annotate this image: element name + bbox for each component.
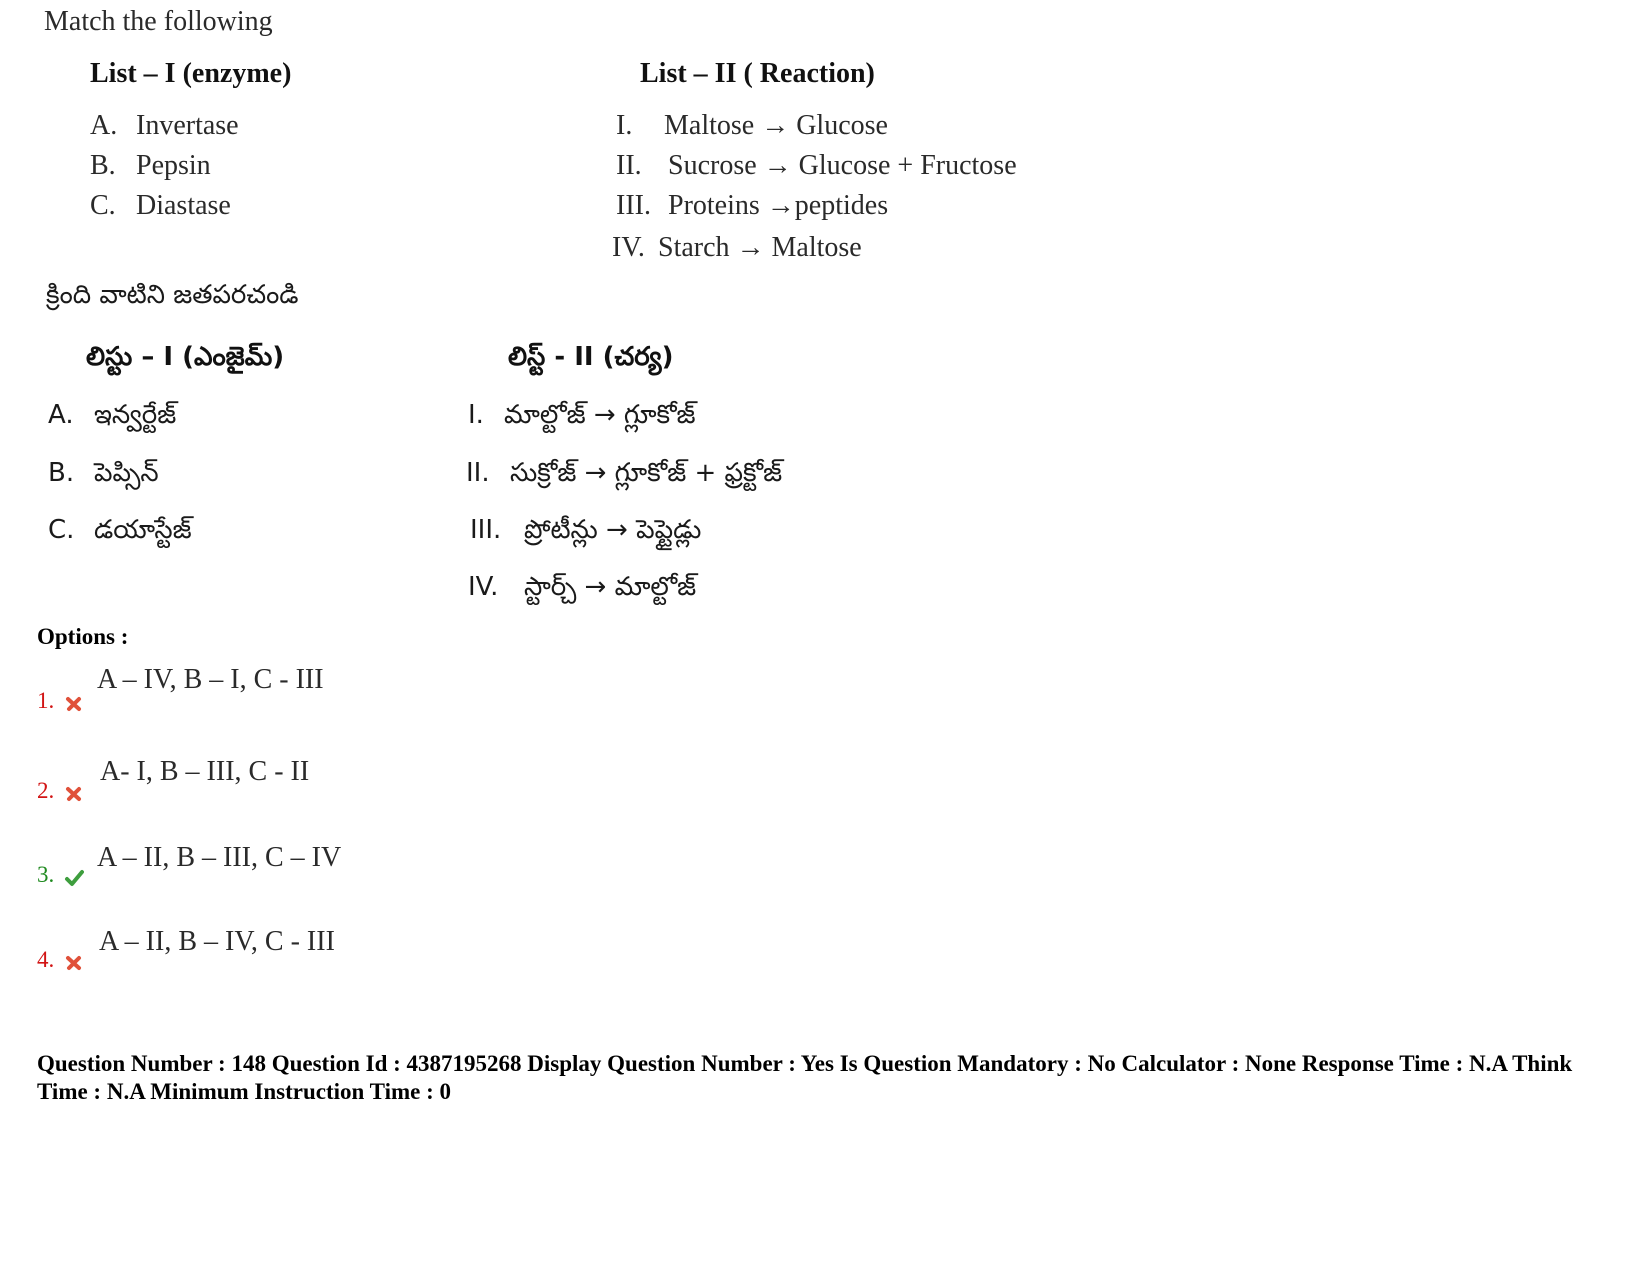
list2-item-iv-telugu <box>468 572 696 608</box>
list2-item-text: Starch → Maltose <box>658 232 862 263</box>
list2-heading-telugu: లిస్ట్ - II (చర్య) <box>508 342 674 372</box>
option-number: 4. <box>37 947 55 972</box>
list2-item-label: IV. <box>612 232 645 263</box>
list1-item-c-telugu <box>48 515 192 551</box>
list1-item-text: Pepsin <box>136 150 211 181</box>
list2-item-i-english <box>616 110 888 142</box>
list1-item-text: Invertase <box>136 110 239 141</box>
list2-item-text: Proteins →peptides <box>668 190 889 221</box>
list1-item-c-english <box>90 190 231 222</box>
list2-item-label: III. <box>470 515 502 545</box>
list1-item-text: Diastase <box>136 190 231 221</box>
list2-item-label: I. <box>468 400 484 430</box>
option-3-text[interactable]: A – II, B – III, C – IV <box>97 842 342 873</box>
option-2-marker <box>37 778 84 804</box>
cross-icon <box>64 694 84 714</box>
list2-item-label: II. <box>466 458 490 488</box>
list2-heading-english: List – II ( Reaction) <box>640 58 875 89</box>
list2-item-label: I. <box>616 110 633 141</box>
option-4-text[interactable]: A – II, B – IV, C - III <box>99 926 335 957</box>
option-number: 1. <box>37 688 55 713</box>
list1-item-label: A. <box>48 400 74 430</box>
list2-item-iii-english <box>616 190 888 222</box>
list1-item-b-telugu <box>48 458 159 494</box>
list1-item-label: C. <box>48 515 75 545</box>
cross-icon <box>64 953 84 973</box>
list2-item-text: మాల్టోజ్ → గ్లూకోజ్ <box>504 400 696 430</box>
question-metadata: Question Number : 148 Question Id : 4387195268 Display Question Number : Yes Is Question Mandatory : No Calculator : None Response Time : N.A Think Time : N.A Minimum Instruction Time : 0 <box>37 1051 1573 1104</box>
option-4-marker <box>37 947 84 973</box>
option-1-marker <box>37 688 84 714</box>
list2-item-ii-english <box>616 150 1017 182</box>
list1-item-label: C. <box>90 190 116 221</box>
check-icon <box>64 868 84 888</box>
prompt-english: Match the following <box>44 6 273 37</box>
list2-item-text: ప్రోటీన్లు → పెప్టైడ్లు <box>524 515 702 545</box>
list2-item-text: Maltose → Glucose <box>664 110 888 141</box>
list1-item-b-english <box>90 150 211 182</box>
list2-item-iii-telugu <box>470 515 701 551</box>
option-2-text[interactable]: A- I, B – III, C - II <box>100 756 310 787</box>
list1-heading-telugu: లిస్టు – I (ఎంజైమ్) <box>86 342 285 372</box>
list2-item-i-telugu <box>468 400 696 436</box>
list1-item-label: A. <box>90 110 118 141</box>
list1-item-label: B. <box>48 458 75 488</box>
option-number: 2. <box>37 778 55 803</box>
option-3-marker <box>37 862 84 888</box>
prompt-telugu: క్రింది వాటిని జతపరచండి <box>46 280 299 310</box>
list1-heading-english: List – I (enzyme) <box>90 58 292 89</box>
option-1-text[interactable]: A – IV, B – I, C - III <box>97 664 324 695</box>
list2-item-text: సుక్రోజ్ → గ్లూకోజ్ + ఫ్రక్టోజ్ <box>510 458 783 488</box>
list1-item-text: ఇన్వర్టేజ్ <box>94 400 177 430</box>
list2-item-text: Sucrose → Glucose + Fructose <box>668 150 1017 181</box>
list1-item-a-telugu <box>48 400 176 436</box>
list1-item-text: డయాస్టేజ్ <box>94 515 192 545</box>
list2-item-label: II. <box>616 150 642 181</box>
list2-item-text: స్టార్చ్ → మాల్టోజ్ <box>524 572 697 602</box>
list2-item-ii-telugu <box>466 458 782 494</box>
list2-item-label: IV. <box>468 572 499 602</box>
list1-item-a-english <box>90 110 239 142</box>
cross-icon <box>64 784 84 804</box>
list1-item-text: పెప్సిన్ <box>94 458 159 488</box>
list2-item-iv-english <box>612 232 862 264</box>
list2-item-label: III. <box>616 190 651 221</box>
options-title: Options : <box>37 624 129 649</box>
option-number: 3. <box>37 862 55 887</box>
list1-item-label: B. <box>90 150 116 181</box>
